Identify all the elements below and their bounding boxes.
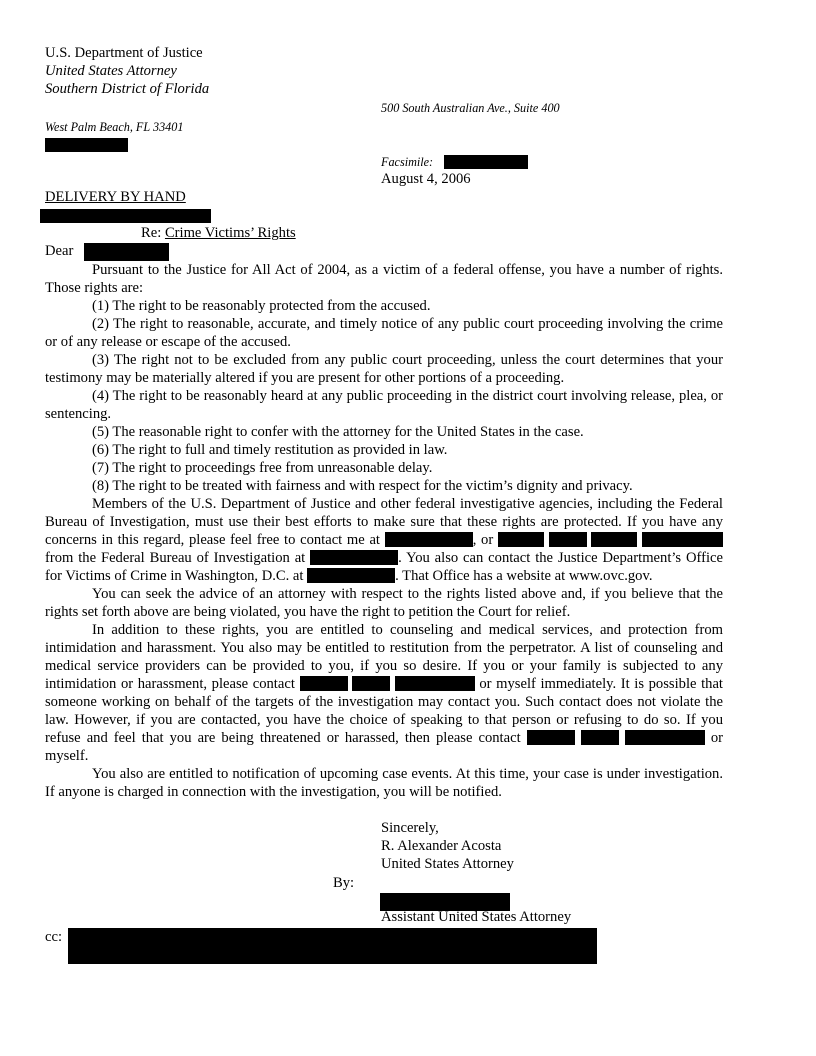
notification-paragraph: You also are entitled to notification of upcoming case events. At this time, your case is under investigation. If anyone is charged in connection with the investigation, you will be notified. bbox=[45, 766, 723, 800]
advice-paragraph: You can seek the advice of an attorney with respect to the rights listed above and, if you believe that the rights set forth above are being violated, you have the right to petition the Court for relief. bbox=[45, 586, 723, 620]
redaction-box bbox=[625, 730, 705, 745]
contacts-text-c: from the Federal Bureau of Investigation at bbox=[45, 550, 306, 566]
district-name: Southern District of Florida bbox=[45, 81, 210, 97]
contacts-text-d: . You also can contact the Justice Department’s Office for Victims of Crime in Washington, D.C. at bbox=[45, 550, 723, 584]
right-4: (4) The right to be reasonably heard at any public proceeding in the district court involving release, plea, or sentencing. bbox=[45, 388, 723, 422]
redaction-box bbox=[45, 138, 128, 152]
intro-paragraph: Pursuant to the Justice for All Act of 2004, as a victim of a federal offense, you have a number of rights. Those rights are: bbox=[45, 262, 723, 296]
redaction-box bbox=[581, 730, 619, 745]
signer-name: R. Alexander Acosta bbox=[381, 838, 502, 854]
signer-office: United States Attorney bbox=[381, 856, 514, 872]
office-city: West Palm Beach, FL 33401 bbox=[45, 120, 184, 134]
right-5: (5) The reasonable right to confer with the attorney for the United States in the case. bbox=[92, 424, 584, 440]
contacts-text-a: Members of the U.S. Department of Justice and other federal investigative agencies, including the Federal Bureau of Investigation, must use their best efforts to make sure that these rights are protected. If you have any concerns in this regard, please feel free to contact me at bbox=[45, 496, 723, 548]
cc-label: cc: bbox=[45, 929, 63, 945]
re-label: Re: bbox=[141, 225, 162, 241]
services-text-a: In addition to these rights, you are entitled to counseling and medical services, and protection from intimidation and harassment. You also may be entitled to restitution from the perpetrator. A list of counseling and medical service providers can be provided to you, if you so desire. If you or your family is subjected to any intimidation or harassment, please contact bbox=[45, 622, 723, 692]
redaction-box bbox=[444, 155, 528, 169]
services-text-b: or myself immediately. It is possible that someone working on behalf of the targets of the investigation may contact you. Such contact does not violate the law. However, if you are contacted, you have the choice of speaking to that person or refusing to do so. If you refuse and feel that you are being threatened or harassed, then please contact bbox=[45, 676, 723, 746]
re-subject: Crime Victims’ Rights bbox=[164, 225, 296, 241]
redaction-box bbox=[385, 532, 473, 547]
contacts-text-b: , or bbox=[472, 532, 494, 548]
office-address: 500 South Australian Ave., Suite 400 bbox=[381, 101, 560, 115]
services-paragraph bbox=[45, 621, 723, 765]
letter-body bbox=[45, 261, 723, 801]
assistant-title: Assistant United States Attorney bbox=[381, 909, 572, 925]
fax-label: Facsimile: bbox=[381, 155, 434, 169]
department-name: U.S. Department of Justice bbox=[45, 45, 203, 61]
contacts-text-e: . That Office has a website at www.ovc.gov. bbox=[395, 568, 653, 584]
redaction-box bbox=[591, 532, 637, 547]
re-line bbox=[141, 225, 296, 242]
redaction-box bbox=[642, 532, 723, 547]
closing-sincerely: Sincerely, bbox=[381, 820, 439, 836]
salutation: Dear bbox=[45, 243, 74, 259]
redaction-box bbox=[498, 532, 544, 547]
redaction-box bbox=[307, 568, 395, 583]
redaction-box bbox=[549, 532, 587, 547]
services-text-c: or myself. bbox=[45, 730, 723, 764]
cc-redaction bbox=[68, 928, 597, 964]
delivery-method: DELIVERY BY HAND bbox=[45, 189, 186, 205]
redaction-box bbox=[352, 676, 390, 691]
right-2: (2) The right to reasonable, accurate, and timely notice of any public court proceeding involving the crime or of any release or escape of the accused. bbox=[45, 316, 723, 350]
right-8: (8) The right to be treated with fairness and with respect for the victim’s dignity and privacy. bbox=[92, 478, 633, 494]
right-1: (1) The right to be reasonably protected from the accused. bbox=[92, 298, 431, 314]
by-label: By: bbox=[333, 875, 355, 891]
redaction-box bbox=[395, 676, 475, 691]
right-6: (6) The right to full and timely restitution as provided in law. bbox=[92, 442, 448, 458]
contacts-paragraph bbox=[45, 495, 723, 585]
right-3: (3) The right not to be excluded from any public court proceeding, unless the court determines that your testimony may be materially altered if you are present for other portions of a proceeding. bbox=[45, 352, 723, 386]
redaction-box bbox=[40, 209, 211, 223]
right-7: (7) The right to proceedings free from unreasonable delay. bbox=[92, 460, 433, 476]
office-name: United States Attorney bbox=[45, 63, 177, 79]
redaction-box bbox=[527, 730, 575, 745]
redaction-box bbox=[300, 676, 348, 691]
letter-date: August 4, 2006 bbox=[381, 171, 471, 187]
redaction-box bbox=[84, 243, 169, 261]
redaction-box bbox=[310, 550, 398, 565]
